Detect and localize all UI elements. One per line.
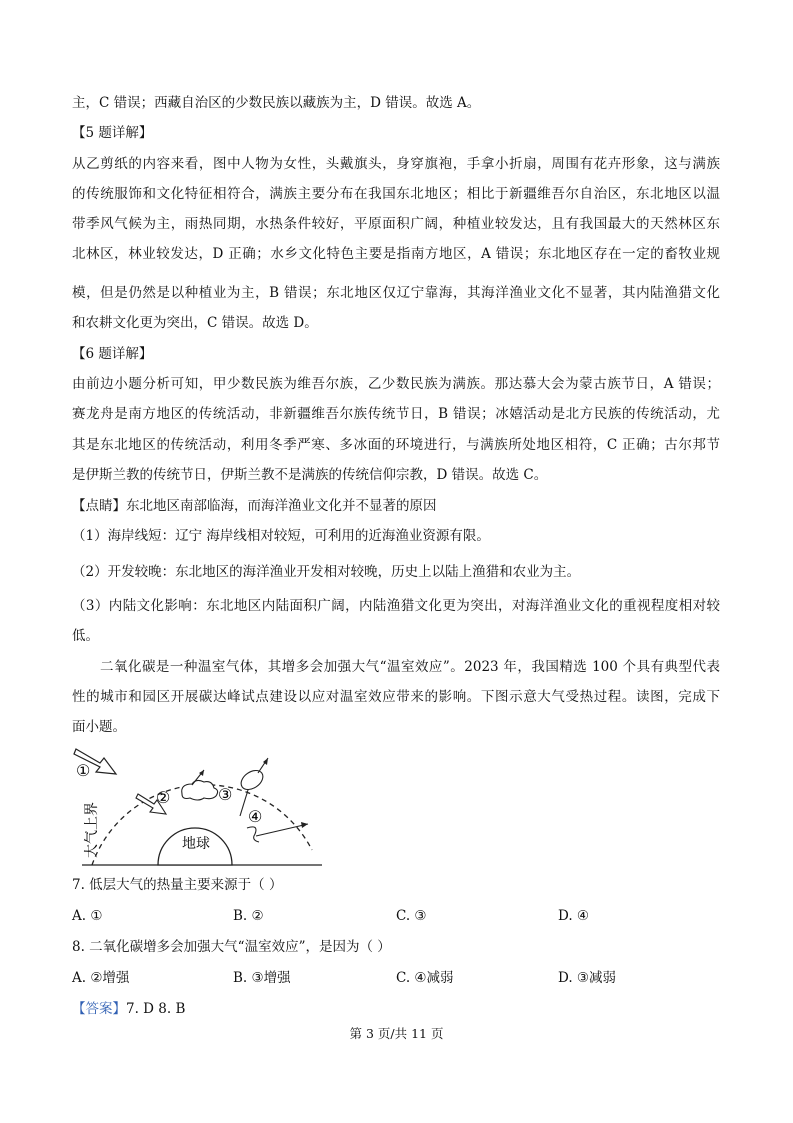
tip-item: 低。 bbox=[72, 628, 99, 644]
q7-option-b: B. ② bbox=[233, 908, 264, 924]
text-line: 从乙剪纸的内容来看，图中人物为女性，头戴旗头，身穿旗袍，手拿小折扇，周围有花卉形象，这与满族 bbox=[72, 156, 720, 172]
text-line: 二氧化碳是一种温室气体，其增多会加强大气“温室效应”。2023 年，我国精选 100 个具有典型代表 bbox=[100, 659, 720, 675]
q8-option-a: A. ②增强 bbox=[72, 970, 130, 986]
tip-item: （2）开发较晚：东北地区的海洋渔业开发相对较晚，历史上以陆上渔猎和农业为主。 bbox=[72, 564, 581, 580]
text-line: 北林区，林业较发达，D 正确；水乡文化特色主要是指南方地区，A 错误；东北地区存在一定的畜牧业规 bbox=[72, 246, 720, 262]
label-2: ② bbox=[156, 788, 171, 807]
tip-item: （1）海岸线短：辽宁 海岸线相对较短，可利用的近海渔业资源有限。 bbox=[72, 528, 490, 544]
question-7-stem: 7. 低层大气的热量主要来源于（ ） bbox=[72, 877, 283, 893]
atmosphere-top-label: 大气上界 bbox=[84, 802, 100, 858]
text-line: 是伊斯兰教的传统节日，伊斯兰教不是满族的传统信仰宗教，D 错误。故选 C。 bbox=[72, 467, 548, 483]
earth-label: 地球 bbox=[182, 836, 210, 852]
q8-option-b: B. ③增强 bbox=[233, 970, 291, 986]
label-3: ③ bbox=[218, 785, 233, 804]
q7-option-a: A. ① bbox=[72, 908, 103, 924]
text-line: 模，但是仍然是以种植业为主，B 错误；东北地区仅辽宁靠海，其海洋渔业文化不显著，其内陆渔猎文化 bbox=[72, 285, 720, 301]
text-line: 其是东北地区的传统活动，利用冬季严寒、多冰面的环境进行，与满族所处地区相符，C 正确；古尔邦节 bbox=[72, 437, 720, 453]
text-line: 带季风气候为主，雨热同期，水热条件较好，平原面积广阔，种植业较发达，且有我国最大的天然林区东 bbox=[72, 216, 720, 232]
answer-tag: 【答案】 bbox=[72, 1001, 126, 1017]
text-line: 的传统服饰和文化特征相符合，满族主要分布在我国东北地区；相比于新疆维吾尔自治区，东北地区以温 bbox=[72, 186, 720, 202]
text-line: 主，C 错误；西藏自治区的少数民族以藏族为主，D 错误。故选 A。 bbox=[72, 95, 481, 111]
tip-item: （3）内陆文化影响：东北地区内陆面积广阔，内陆渔猎文化更为突出，对海洋渔业文化的重视程度相对较 bbox=[72, 598, 720, 614]
q8-option-c: C. ④减弱 bbox=[396, 970, 454, 986]
cloud-icon bbox=[182, 780, 218, 800]
question-8-stem: 8. 二氧化碳增多会加强大气“温室效应”，是因为（ ） bbox=[72, 939, 391, 955]
answer-text: 7. D 8. B bbox=[126, 1001, 186, 1017]
q7-option-d: D. ④ bbox=[558, 908, 590, 924]
text-line: 由前边小题分析可知，甲少数民族为维吾尔族，乙少数民族为满族。那达慕大会为蒙古族节日，A 错误； bbox=[72, 376, 720, 392]
q8-option-d: D. ③减弱 bbox=[558, 970, 617, 986]
page-footer: 第 3 页/共 11 页 bbox=[349, 1026, 444, 1041]
text-line: 性的城市和园区开展碳达峰试点建设以应对温室效应带来的影响。下图示意大气受热过程。读图，完成下 bbox=[72, 689, 720, 705]
label-4: ④ bbox=[248, 807, 263, 826]
text-line: 面小题。 bbox=[72, 719, 126, 735]
answer-line bbox=[72, 999, 720, 1019]
atmosphere-heating-diagram bbox=[72, 740, 332, 870]
section-heading: 【5 题详解】 bbox=[72, 125, 153, 141]
tip-heading: 【点睛】东北地区南部临海，而海洋渔业文化并不显著的原因 bbox=[72, 498, 437, 514]
text-line: 赛龙舟是南方地区的传统活动，非新疆维吾尔族传统节日，B 错误；冰嬉活动是北方民族的传统活动，尤 bbox=[72, 406, 720, 422]
label-1: ① bbox=[76, 761, 91, 780]
section-heading: 【6 题详解】 bbox=[72, 346, 153, 362]
text-line: 和农耕文化更为突出，C 错误。故选 D。 bbox=[72, 315, 318, 331]
q7-option-c: C. ③ bbox=[396, 908, 427, 924]
